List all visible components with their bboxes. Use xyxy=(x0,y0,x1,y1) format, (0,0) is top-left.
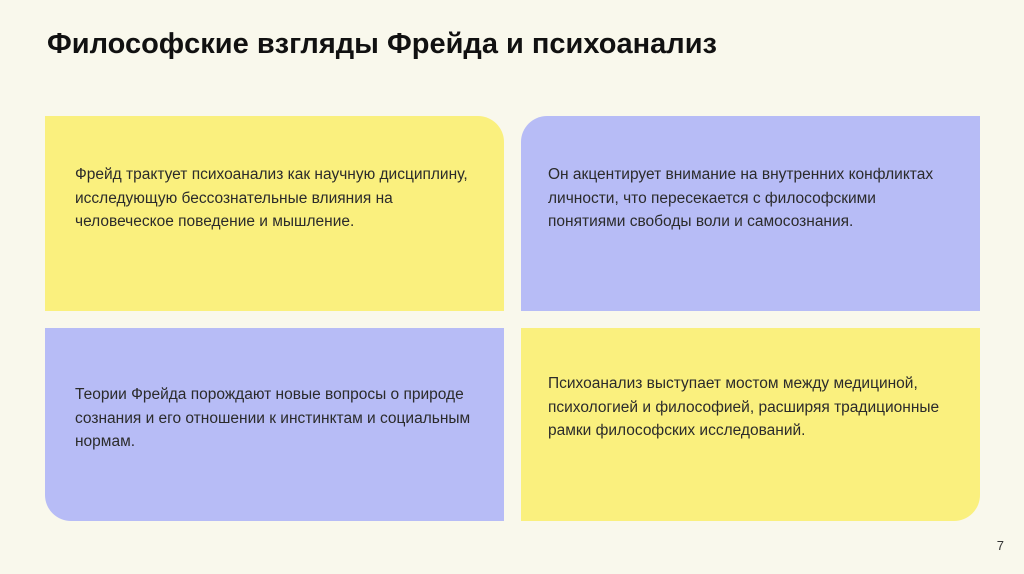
card-scientific-discipline xyxy=(45,116,504,311)
card-inner-conflicts xyxy=(521,116,980,311)
card-bridge-disciplines xyxy=(521,328,980,521)
card-text: Фрейд трактует психоанализ как научную дисциплину, исследующую бессознательные влияния на человеческое поведение и мышление. xyxy=(75,166,468,230)
card-text: Теории Фрейда порождают новые вопросы о природе сознания и его отношении к инстинктам и социальным нормам. xyxy=(75,386,471,450)
card-consciousness-questions xyxy=(45,328,504,521)
page-number: 7 xyxy=(996,538,1004,553)
card-text: Он акцентирует внимание на внутренних конфликтах личности, что пересекается с философскими понятиями свободы воли и самосознания. xyxy=(548,166,934,230)
card-text: Психоанализ выступает мостом между медициной, психологией и философией, расширяя традиционные рамки философских исследований. xyxy=(548,375,940,439)
slide-title: Философские взгляды Фрейда и психоанализ xyxy=(47,28,717,60)
